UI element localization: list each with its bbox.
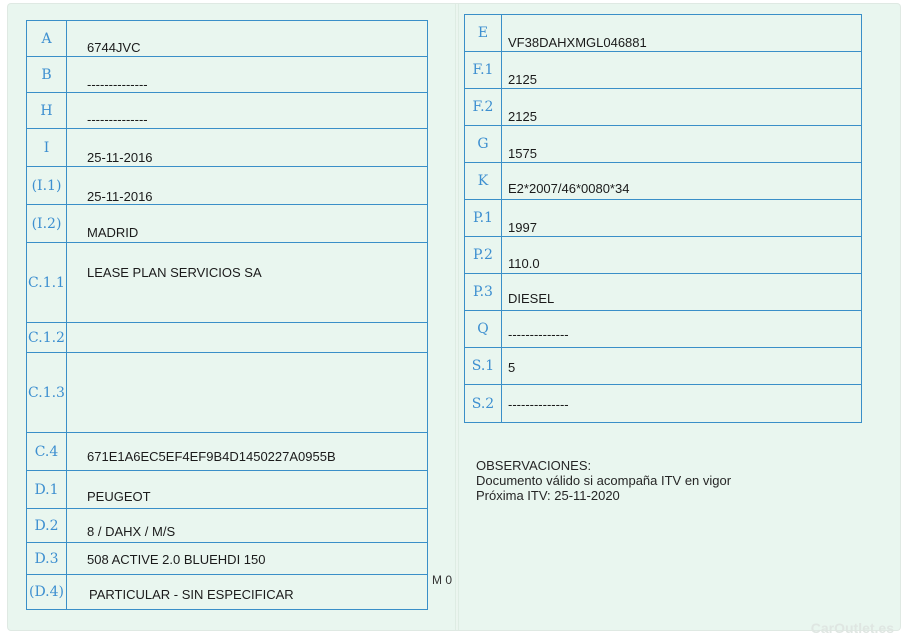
side-mark: M 0 [432,573,453,587]
field-code: C.1.3 [27,353,67,432]
field-value: 25-11-2016 [87,189,153,204]
field-value: DIESEL [508,291,555,306]
field-code: P.1 [465,200,502,236]
field-code: F.2 [465,89,502,125]
field-code: Q [465,311,502,347]
table-row [27,543,427,575]
field-code: B [27,57,67,92]
table-row [465,385,861,422]
field-value: MADRID [87,225,139,240]
field-code: A [27,21,67,56]
field-code: C.1.2 [27,323,67,352]
field-value: -------------- [87,112,148,127]
field-value: 2125 [508,109,537,124]
table-row [27,575,427,609]
page-fold [455,4,459,630]
table-row [27,471,427,509]
field-code: C.1.1 [27,243,67,322]
table-row [27,205,427,243]
field-value: 2125 [508,72,537,87]
field-value: E2*2007/46*0080*34 [508,181,630,196]
watermark: CarOutlet.es [810,620,894,636]
field-code: (I.2) [27,205,67,242]
field-code: K [465,163,502,199]
field-value: 8 / DAHX / M/S [87,524,176,539]
field-value: -------------- [508,397,569,412]
observations-title: OBSERVACIONES: [476,458,592,473]
field-code: D.2 [27,509,67,542]
right-registration-table [464,14,862,423]
field-value: 671E1A6EC5EF4EF9B4D1450227A0955B [87,449,336,464]
field-value: PEUGEOT [87,489,151,504]
table-row [27,93,427,129]
field-value: 508 ACTIVE 2.0 BLUEHDI 150 [87,552,266,567]
field-code: D.1 [27,471,67,508]
left-registration-table [26,20,428,610]
field-value: PARTICULAR - SIN ESPECIFICAR [89,587,294,602]
field-value: 25-11-2016 [87,150,153,165]
field-value: 110.0 [508,256,540,271]
table-row [27,21,427,57]
table-row [465,126,861,163]
field-code: G [465,126,502,162]
table-row [27,353,427,433]
field-code: H [27,93,67,128]
field-code: F.1 [465,52,502,88]
table-row [27,129,427,167]
table-row [465,163,861,200]
field-value: 5 [508,360,516,375]
field-value: 1575 [508,146,537,161]
observations-block [476,458,731,503]
table-row [465,311,861,348]
table-row [27,509,427,543]
table-row [465,89,861,126]
field-code: C.4 [27,433,67,470]
field-value: 6744JVC [87,40,141,55]
observations-line: Documento válido si acompaña ITV en vigor [476,473,732,488]
field-code: S.1 [465,348,502,384]
table-row [27,433,427,471]
table-row [465,200,861,237]
table-row [27,323,427,353]
table-row [27,243,427,323]
table-row [465,15,861,52]
table-row [465,274,861,311]
field-code: I [27,129,67,166]
table-row [465,348,861,385]
field-value: -------------- [87,77,148,92]
table-row [465,237,861,274]
field-code: (I.1) [27,167,67,204]
field-code: (D.4) [27,575,67,609]
field-code: P.2 [465,237,502,273]
field-code: D.3 [27,543,67,574]
field-value: VF38DAHXMGL046881 [508,35,647,50]
field-code: P.3 [465,274,502,310]
field-value: 1997 [508,220,537,235]
table-row [27,167,427,205]
field-value: -------------- [508,327,569,342]
observations-line: Próxima ITV: 25-11-2020 [476,488,620,503]
field-code: E [465,15,502,51]
field-value: LEASE PLAN SERVICIOS SA [87,265,262,280]
table-row [27,57,427,93]
field-code: S.2 [465,385,502,422]
table-row [465,52,861,89]
